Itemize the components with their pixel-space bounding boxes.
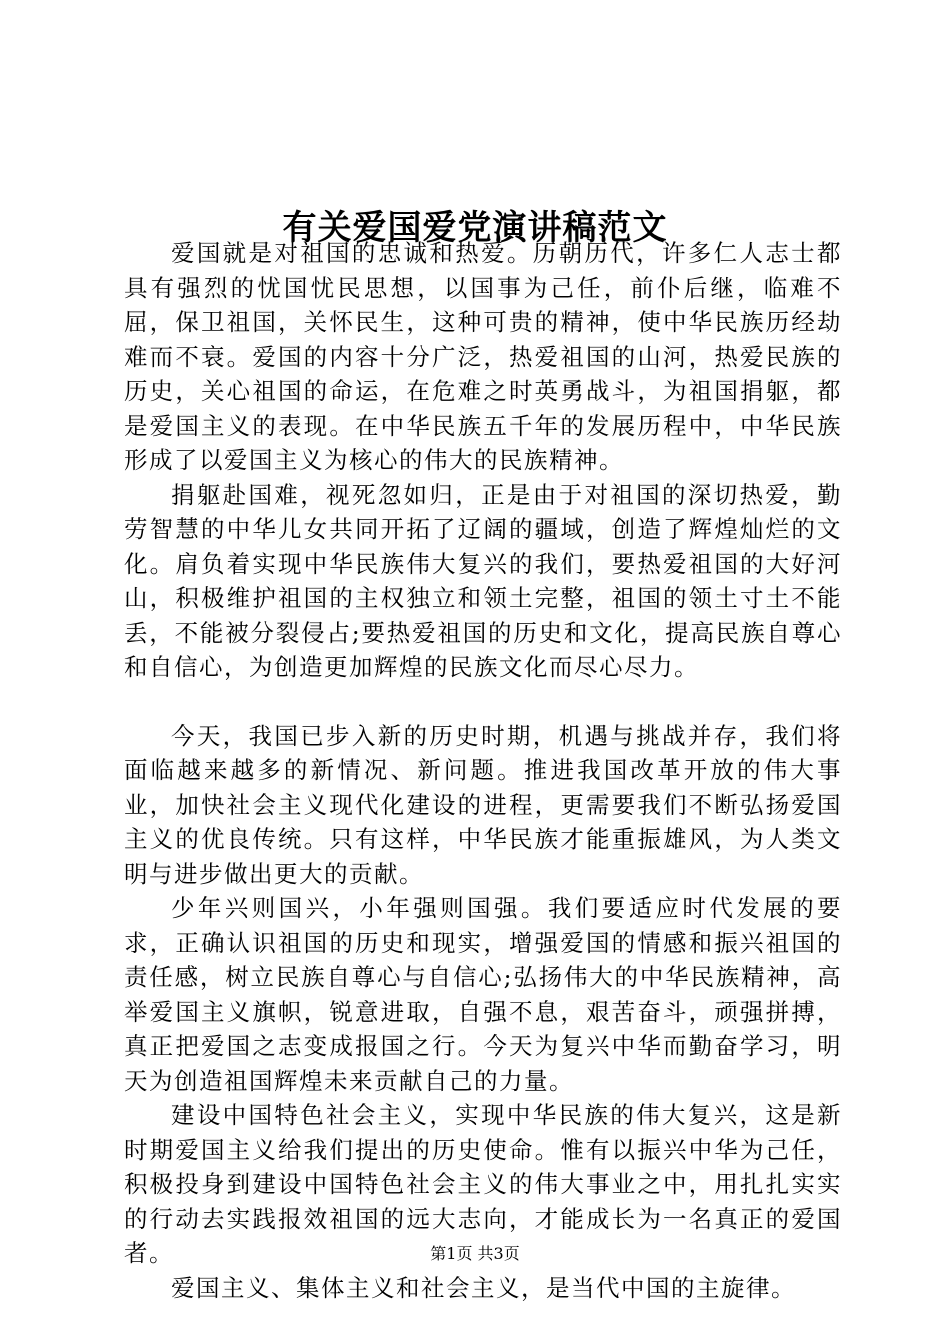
paragraph-5: 建设中国特色社会主义，实现中华民族的伟大复兴，这是新时期爱国主义给我们提出的历史使命。惟有以振兴中华为己任，积极投身到建设中国特色社会主义的伟大事业之中，用扎扎实实的行动去实践报效祖国的远大志向，才能成长为一名真正的爱国者。 <box>124 1101 842 1267</box>
page-footer: 第1页 共3页 <box>430 1244 520 1263</box>
paragraph-3: 今天，我国已步入新的历史时期，机遇与挑战并存，我们将面临越来越多的新情况、新问题。推进我国改革开放的伟大事业，加快社会主义现代化建设的进程，更需要我们不断弘扬爱国主义的优良传统。只有这样，中华民族才能重振雄风，为人类文明与进步做出更大的贡献。 <box>124 721 842 888</box>
paragraph-1: 爱国就是对祖国的忠诚和热爱。历朝历代，许多仁人志士都具有强烈的忧国忧民思想，以国事为己任，前仆后继，临难不屈，保卫祖国，关怀民生，这种可贵的精神，使中华民族历经劫难而不衰。爱国的内容十分广泛，热爱祖国的山河，热爱民族的历史，关心祖国的命运，在危难之时英勇战斗，为祖国捐躯，都是爱国主义的表现。在中华民族五千年的发展历程中，中华民族形成了以爱国主义为核心的伟大的民族精神。 <box>124 239 842 474</box>
document-body <box>124 236 842 1305</box>
paragraph-2: 捐躯赴国难，视死忽如归，正是由于对祖国的深切热爱，勤劳智慧的中华儿女共同开拓了辽阔的疆域，创造了辉煌灿烂的文化。肩负着实现中华民族伟大复兴的我们，要热爱祖国的大好河山，积极维护祖国的主权独立和领土完整，祖国的领土寸土不能丢，不能被分裂侵占;要热爱祖国的历史和文化，提高民族自尊心和自信心，为创造更加辉煌的民族文化而尽心尽力。 <box>124 480 842 681</box>
paragraph-6: 爱国主义、集体主义和社会主义，是当代中国的主旋律。 <box>171 1273 796 1302</box>
page-title: 有关爱国爱党演讲稿范文 <box>282 207 668 248</box>
paragraph-4: 少年兴则国兴，小年强则国强。我们要适应时代发展的要求，正确认识祖国的历史和现实，增强爱国的情感和振兴祖国的责任感，树立民族自尊心与自信心;弘扬伟大的中华民族精神，高举爱国主义旗帜，锐意进取，自强不息，艰苦奋斗，顽强拼搏，真正把爱国之志变成报国之行。今天为复兴中华而勤奋学习，明天为创造祖国辉煌未来贡献自己的力量。 <box>124 894 842 1095</box>
